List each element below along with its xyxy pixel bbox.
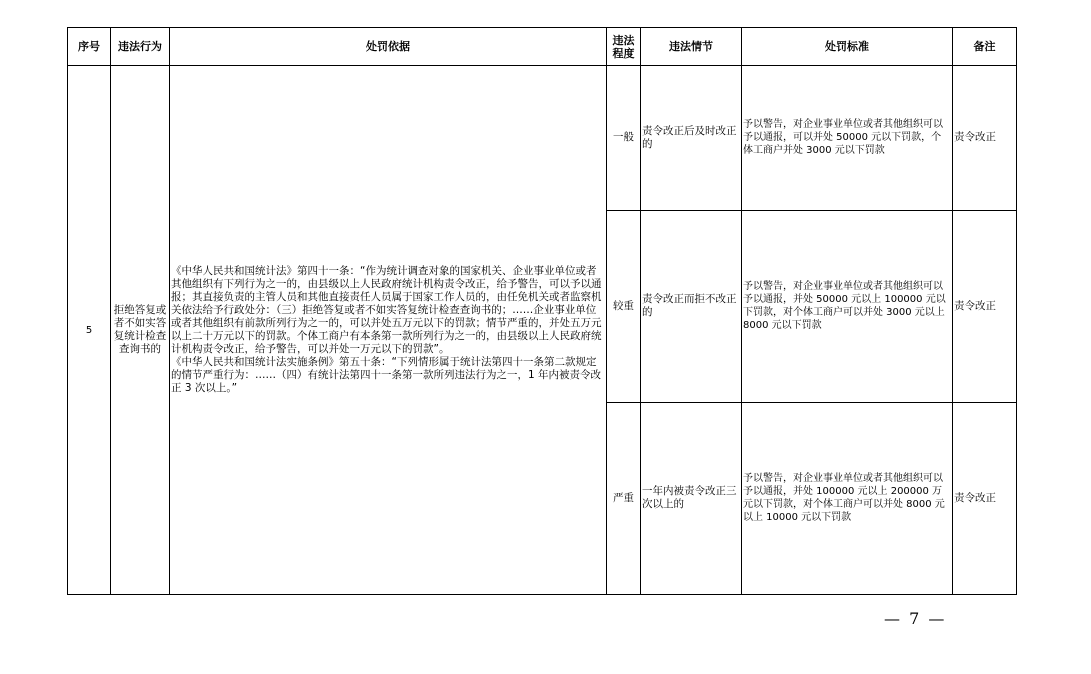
header-seq: 序号 bbox=[68, 28, 111, 66]
penalty-table bbox=[67, 27, 1017, 595]
basis-implementation-rules: 《中华人民共和国统计法实施条例》第五十条：“下列情形属于统计法第四十一条第二款规定的情节严重行为：……（四）有统计法第四十一条第一款所列违法行为之一，1 年内被责令改正 3 次以上。” bbox=[171, 356, 602, 394]
basis-statistics-law: 《中华人民共和国统计法》第四十一条：“作为统计调查对象的国家机关、企业事业单位或者其他组织有下列行为之一的，由县级以上人民政府统计机构责令改正，给予警告，可以予以通报；其直接负责的主管人员和其他直接责任人员属于国家工作人员的，由任免机关或者监察机关依法给予行政处分：（三）拒绝答复或者不如实答复统计检查查询书的；……企业事业单位或者其他组织有前款所列行为之一的，可以并处五万元以下的罚款；情节严重的，并处五万元以上二十万元以下的罚款。个体工商户有本条第一款所列行为之一的，由县级以上人民政府统计机构责令改正，给予警告，可以并处一万元以下的罚款”。 bbox=[171, 265, 602, 355]
remark-cell: 责令改正 bbox=[953, 402, 1017, 594]
row-seq: 5 bbox=[68, 66, 111, 595]
table-row bbox=[68, 66, 1017, 211]
circumstance-cell: 一年内被责令改正三次以上的 bbox=[641, 402, 742, 594]
degree-cell: 一般 bbox=[607, 66, 641, 211]
row-basis bbox=[170, 66, 607, 595]
header-circumstance: 违法情节 bbox=[641, 28, 742, 66]
row-act: 拒绝答复或者不如实答复统计检查查询书的 bbox=[111, 66, 170, 595]
circumstance-cell: 责令改正后及时改正的 bbox=[641, 66, 742, 211]
header-act: 违法行为 bbox=[111, 28, 170, 66]
header-standard: 处罚标准 bbox=[742, 28, 953, 66]
degree-cell: 较重 bbox=[607, 210, 641, 402]
standard-cell: 予以警告，对企业事业单位或者其他组织可以予以通报，可以并处 50000 元以下罚款，个体工商户并处 3000 元以下罚款 bbox=[742, 66, 953, 211]
standard-cell: 予以警告，对企业事业单位或者其他组织可以予以通报，并处 100000 元以上 200000 万元以下罚款，对个体工商户可以并处 8000 元以上 10000 元以下罚款 bbox=[742, 402, 953, 594]
header-degree: 违法程度 bbox=[607, 28, 641, 66]
page-number: — 7 — bbox=[884, 609, 947, 628]
header-basis: 处罚依据 bbox=[170, 28, 607, 66]
degree-cell: 严重 bbox=[607, 402, 641, 594]
standard-cell: 予以警告，对企业事业单位或者其他组织可以予以通报，并处 50000 元以上 100000 元以下罚款，对个体工商户可以并处 3000 元以上 8000 元以下罚款 bbox=[742, 210, 953, 402]
remark-cell: 责令改正 bbox=[953, 210, 1017, 402]
header-remark: 备注 bbox=[953, 28, 1017, 66]
remark-cell: 责令改正 bbox=[953, 66, 1017, 211]
header-row bbox=[68, 28, 1017, 66]
circumstance-cell: 责令改正而拒不改正的 bbox=[641, 210, 742, 402]
